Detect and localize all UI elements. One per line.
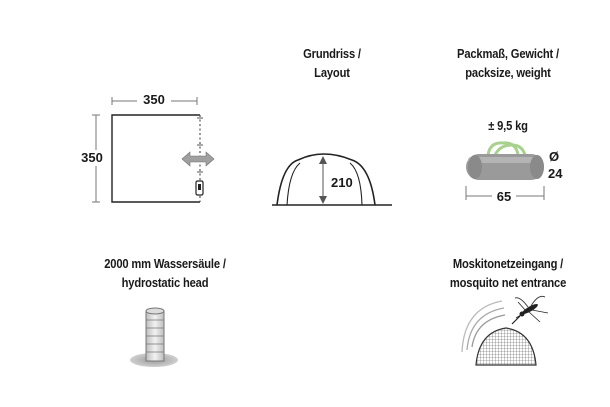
packsize-weight: ± 9,5 kg bbox=[488, 118, 528, 133]
water-column-icon bbox=[130, 308, 178, 367]
floorplan-width-label: 350 bbox=[143, 92, 165, 107]
pack-length-label: 65 bbox=[496, 189, 512, 204]
mosquito-title-line2: mosquito net entrance bbox=[449, 275, 567, 290]
mosquito-title-line1: Moskitonetzeingang / bbox=[452, 256, 564, 271]
packsize-title-line1: Packmaß, Gewicht / bbox=[457, 46, 559, 61]
floorplan-depth-label: 350 bbox=[81, 150, 103, 165]
layout-title-line1: Grundriss / bbox=[303, 46, 361, 61]
hydrostatic-title-line2: hydrostatic head bbox=[121, 275, 209, 290]
layout-height-label: 210 bbox=[331, 175, 353, 190]
pack-bag-icon bbox=[466, 143, 544, 180]
pack-length-dimension bbox=[466, 186, 544, 205]
door-double-arrow-icon bbox=[182, 152, 214, 166]
floorplan-diagram bbox=[80, 92, 203, 202]
layout-title-line2: Layout bbox=[314, 65, 350, 80]
mosquito-icon bbox=[512, 296, 548, 324]
zipper-icon bbox=[196, 181, 203, 195]
pack-diameter-label: 24 bbox=[548, 166, 563, 181]
tent-layout-diagram bbox=[272, 154, 392, 205]
hydrostatic-title-line1: 2000 mm Wassersäule / bbox=[104, 256, 226, 271]
pack-diameter-symbol: Ø bbox=[549, 149, 560, 164]
packsize-title-line2: packsize, weight bbox=[465, 65, 551, 80]
